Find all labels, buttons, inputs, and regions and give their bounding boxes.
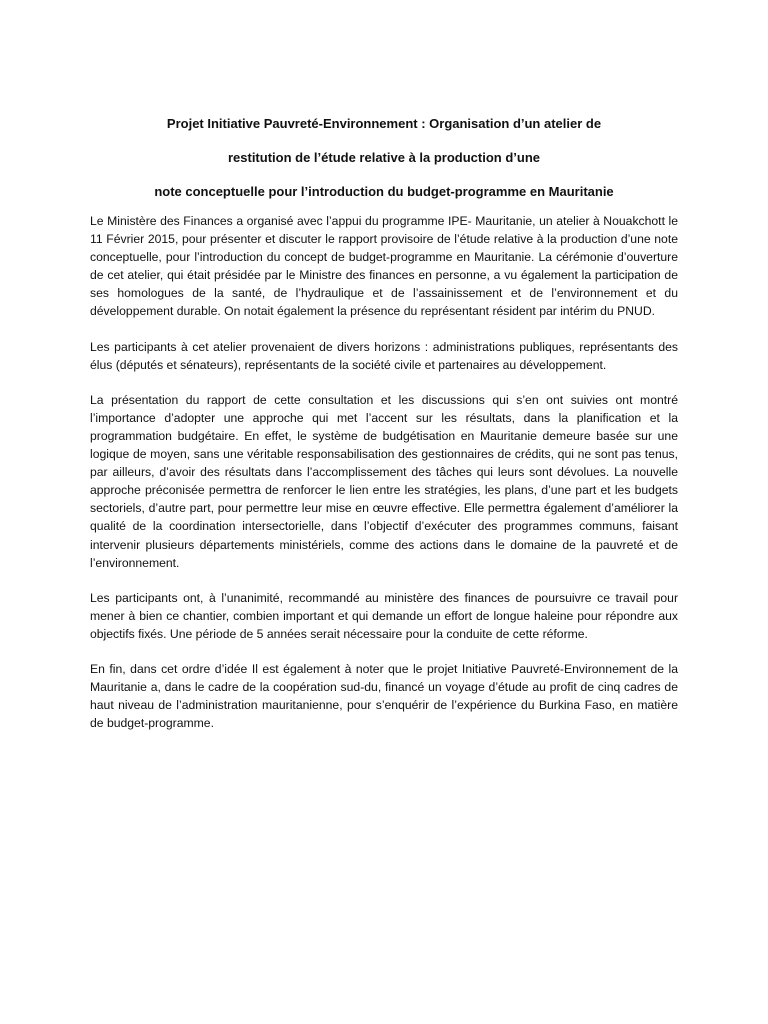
paragraph-5: En fin, dans cet ordre d’idée Il est également à noter que le projet Initiative Pauvreté-Environnement de la Mauritanie a, dans le cadre de la coopération sud-du, financé un voyage d’étude au profit de cinq cadres de haut niveau de l’administration mauritanienne, pour s’enquérir de l’expérience du Burkina Faso, en matière de budget-programme.	[90, 661, 678, 731]
paragraph-4: Les participants ont, à l’unanimité, recommandé au ministère des finances de poursuivre ce travail pour mener à bien ce chantier, combien important et qui demande un effort de longue haleine pour répondre aux objectifs fixés. Une période de 5 années serait nécessaire pour la conduite de cette réforme.	[90, 590, 678, 641]
paragraph-2: Les participants à cet atelier provenaient de divers horizons : administrations publiques, représentants des élus (députés et sénateurs), représentants de la société civile et partenaires au développement.	[90, 339, 678, 372]
paragraph-3: La présentation du rapport de cette consultation et les discussions qui s’en ont suivies ont montré l’importance d’adopter une approche qui met l’accent sur les résultats, dans la planification et la programmation budgétaire. En effet, le système de budgétisation en Mauritanie demeure basée sur une logique de moyen, sans une véritable responsabilisation des gestionnaires de crédits, qui ne sont pas tenus, par ailleurs, d’avoir des résultats dans l’accomplissement des tâches qui leurs sont dévolues. La nouvelle approche préconisée permettra de renforcer le lien entre les stratégies, les plans, d’une part et les budgets sectoriels, d’autre part, pour permettre leur mise en œuvre effective. Elle permettra également d’améliorer la qualité de la coordination intersectorielle, dans l’objectif d’exécuter des programmes communs, faisant intervenir plusieurs départements ministériels, comme des actions dans le domaine de la pauvreté et de l’environnement.	[90, 392, 678, 570]
title-line-3: note conceptuelle pour l’introduction du budget-programme en Mauritanie	[154, 184, 614, 199]
title-line-2: restitution de l’étude relative à la production d’une	[227, 150, 541, 165]
document-body	[90, 212, 678, 749]
paragraph-1: Le Ministère des Finances a organisé avec l’appui du programme IPE- Mauritanie, un atelier à Nouakchott le 11 Février 2015, pour présenter et discuter le rapport provisoire de l’étude relative à la production d’une note conceptuelle, pour l’introduction du concept de budget-programme en Mauritanie. La cérémonie d’ouverture de cet atelier, qui était présidée par le Ministre des finances en personne, a vu également la participation de ses homologues de la santé, de l’hydraulique et de l’assainissement et de l’environnement et du développement durable. On notait également la présence du représentant résident par intérim du PNUD.	[90, 214, 678, 319]
document-title	[90, 116, 678, 218]
title-line-1: Projet Initiative Pauvreté-Environnement : Organisation d’un atelier de	[166, 116, 602, 131]
